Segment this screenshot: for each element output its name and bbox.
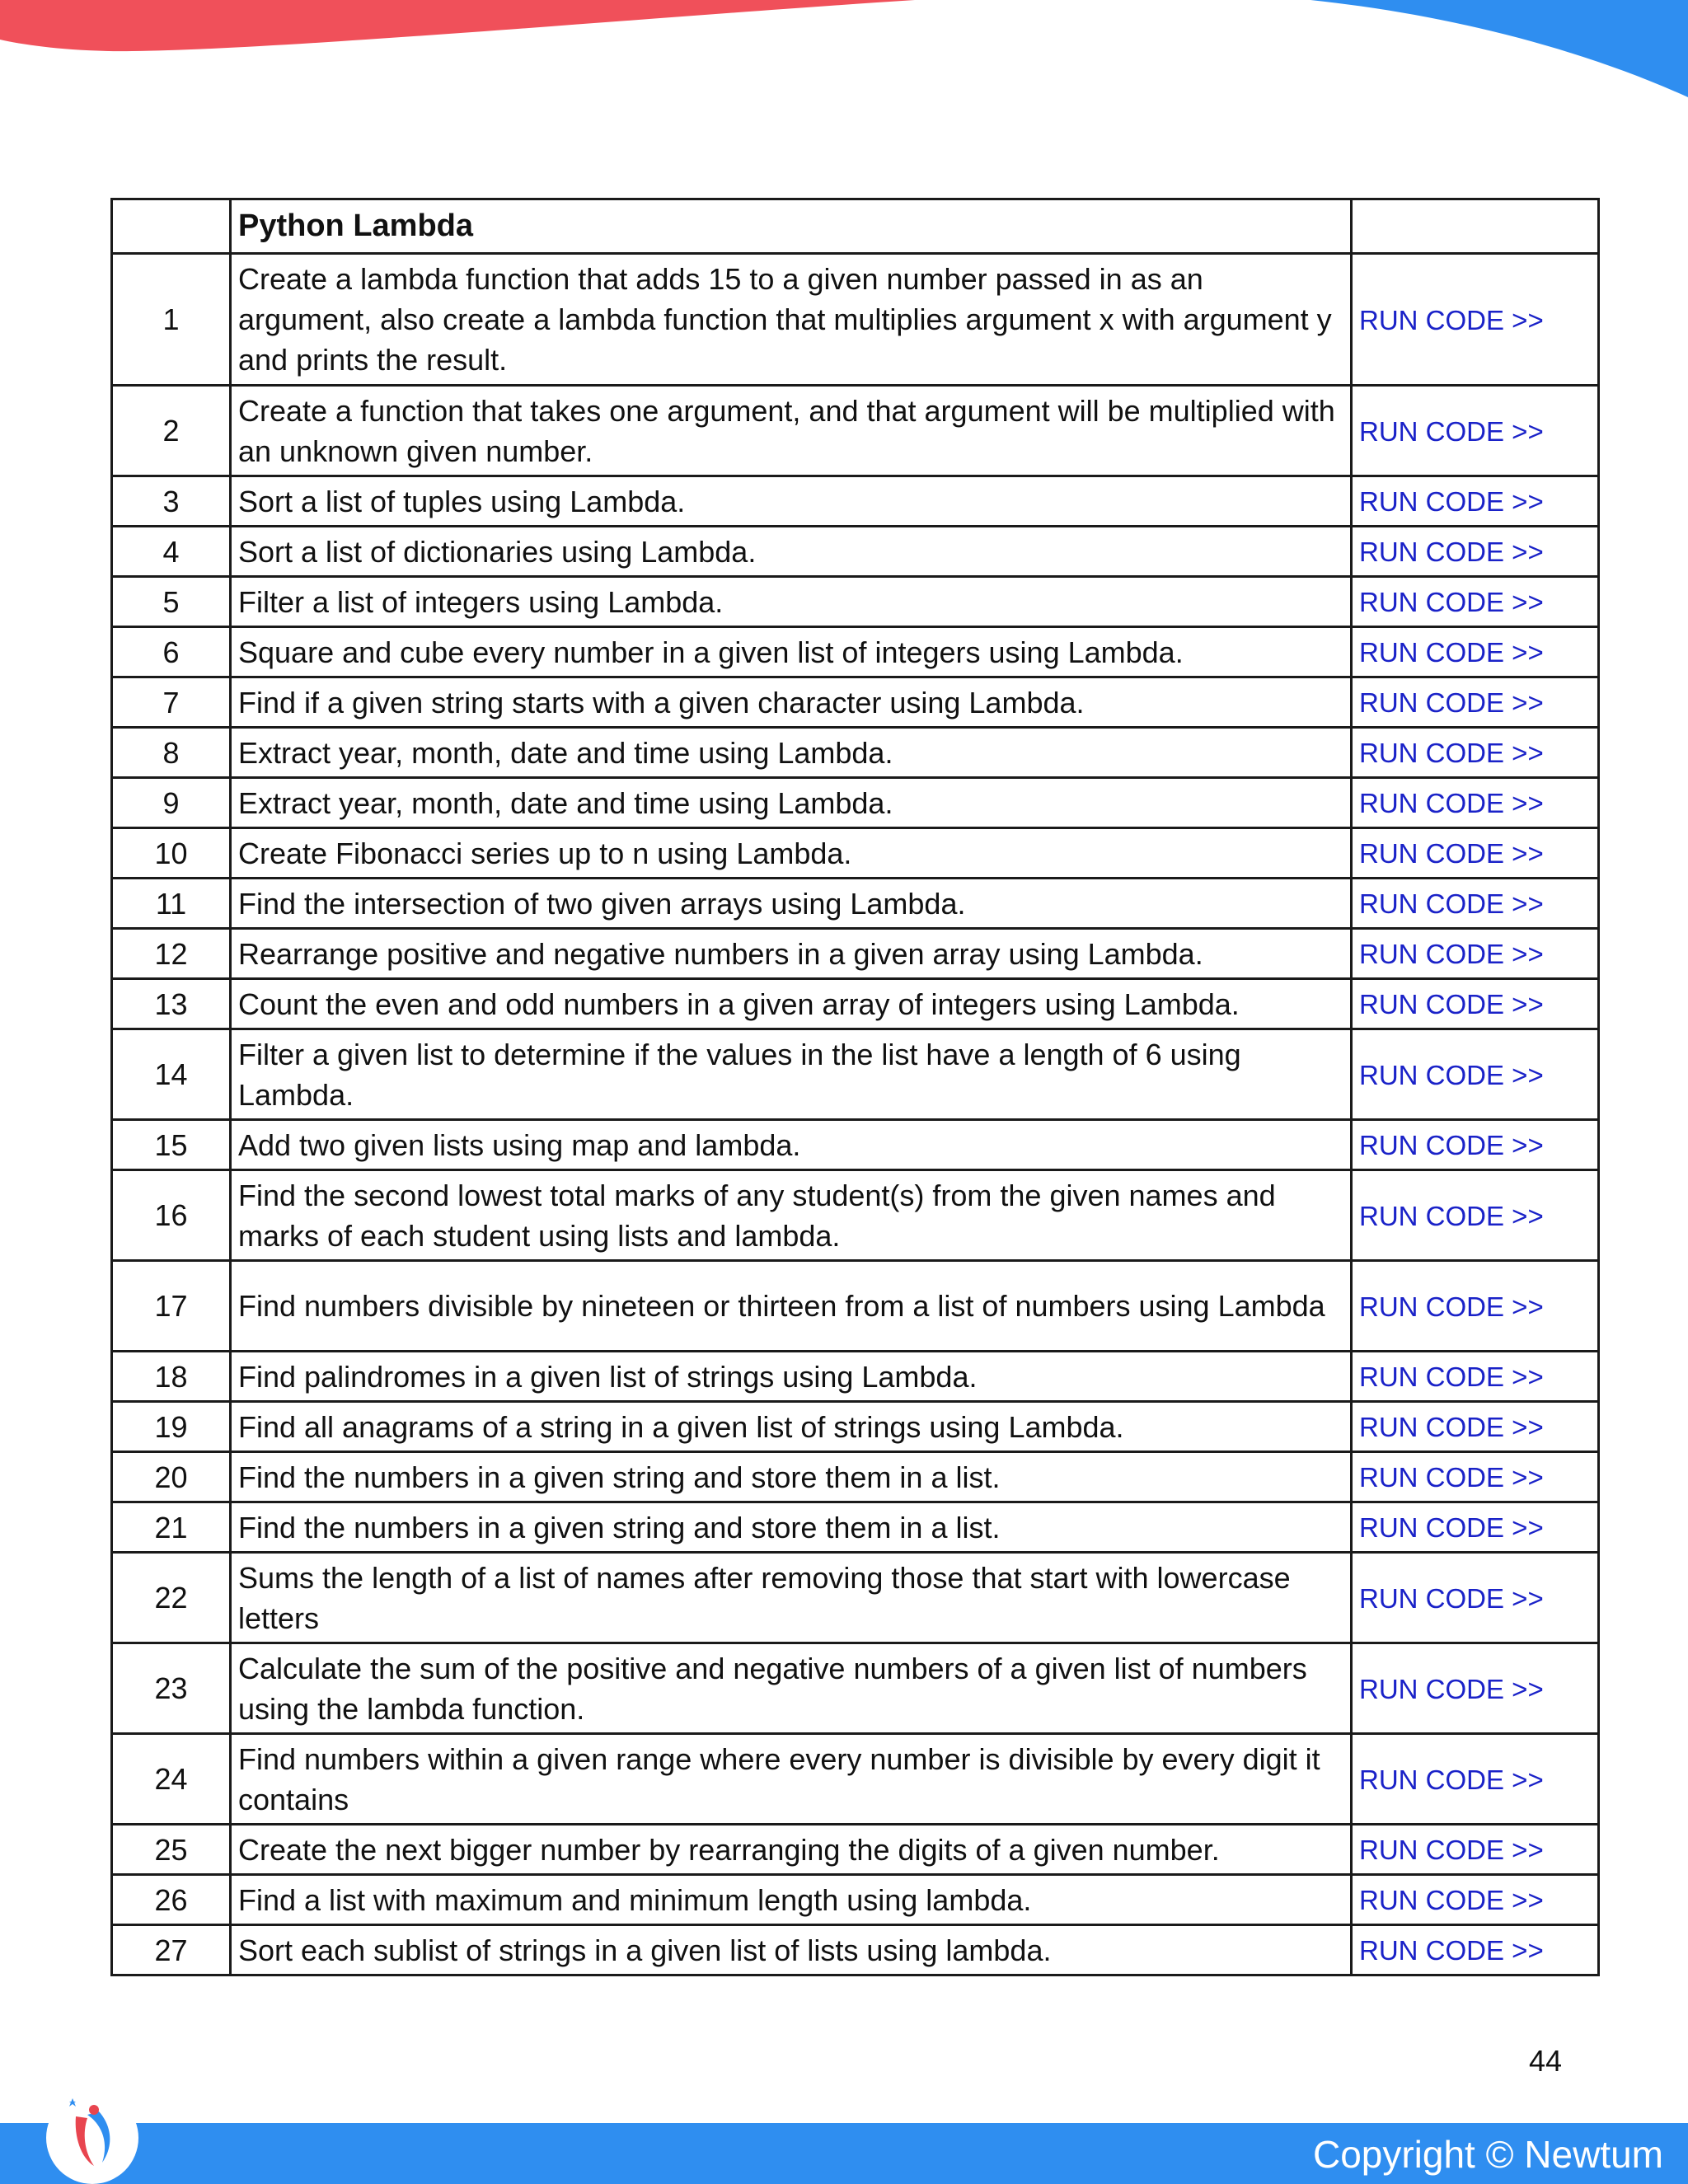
run-code-link[interactable]: RUN CODE >> <box>1359 415 1544 447</box>
run-code-link[interactable]: RUN CODE >> <box>1359 587 1544 617</box>
row-description: Create a lambda function that adds 15 to a given number passed in as an argument, also create a lambda function that multiplies argument x with argument y and prints the result. <box>231 254 1352 386</box>
run-code-cell <box>1352 879 1599 929</box>
table-row <box>112 1553 1599 1643</box>
run-code-link[interactable]: RUN CODE >> <box>1359 1673 1544 1704</box>
row-number: 5 <box>112 577 231 627</box>
row-description: Find if a given string starts with a given character using Lambda. <box>231 677 1352 728</box>
row-number: 19 <box>112 1402 231 1452</box>
row-number: 24 <box>112 1734 231 1825</box>
table-row <box>112 1643 1599 1734</box>
row-description: Extract year, month, date and time using Lambda. <box>231 728 1352 778</box>
run-code-cell <box>1352 728 1599 778</box>
run-code-cell <box>1352 527 1599 577</box>
row-description: Filter a given list to determine if the values in the list have a length of 6 using Lambda. <box>231 1029 1352 1120</box>
lambda-exercises-table <box>110 198 1597 1976</box>
copyright-text: Copyright © Newtum <box>1312 2133 1663 2176</box>
run-code-cell <box>1352 1452 1599 1502</box>
table-row <box>112 677 1599 728</box>
run-code-link[interactable]: RUN CODE >> <box>1359 1059 1544 1090</box>
table-row <box>112 1502 1599 1553</box>
run-code-link[interactable]: RUN CODE >> <box>1359 989 1544 1019</box>
run-code-link[interactable]: RUN CODE >> <box>1359 1412 1544 1442</box>
row-description: Find palindromes in a given list of strings using Lambda. <box>231 1352 1352 1402</box>
row-number: 3 <box>112 476 231 527</box>
row-description: Rearrange positive and negative numbers in a given array using Lambda. <box>231 929 1352 979</box>
run-code-cell <box>1352 1553 1599 1643</box>
run-code-link[interactable]: RUN CODE >> <box>1359 1462 1544 1493</box>
run-code-cell <box>1352 828 1599 879</box>
run-code-link[interactable]: RUN CODE >> <box>1359 1885 1544 1915</box>
row-number: 16 <box>112 1170 231 1261</box>
row-description: Add two given lists using map and lambda. <box>231 1120 1352 1170</box>
table-row <box>112 1452 1599 1502</box>
header-number-cell <box>112 199 231 254</box>
table-row <box>112 728 1599 778</box>
table-row <box>112 1261 1599 1352</box>
run-code-link[interactable]: RUN CODE >> <box>1359 939 1544 969</box>
run-code-cell <box>1352 677 1599 728</box>
table-row <box>112 1120 1599 1170</box>
run-code-cell <box>1352 577 1599 627</box>
row-number: 9 <box>112 778 231 828</box>
row-number: 20 <box>112 1452 231 1502</box>
table-row <box>112 1875 1599 1925</box>
row-description: Find the second lowest total marks of any student(s) from the given names and marks of each student using lists and lambda. <box>231 1170 1352 1261</box>
run-code-link[interactable]: RUN CODE >> <box>1359 304 1544 335</box>
header-link-cell <box>1352 199 1599 254</box>
row-description: Sort a list of dictionaries using Lambda. <box>231 527 1352 577</box>
run-code-link[interactable]: RUN CODE >> <box>1359 1200 1544 1231</box>
run-code-cell <box>1352 1875 1599 1925</box>
run-code-cell <box>1352 476 1599 527</box>
run-code-link[interactable]: RUN CODE >> <box>1359 788 1544 818</box>
row-description: Sums the length of a list of names after removing those that start with lowercase letters <box>231 1553 1352 1643</box>
row-description: Create the next bigger number by rearranging the digits of a given number. <box>231 1825 1352 1875</box>
row-description: Create Fibonacci series up to n using Lambda. <box>231 828 1352 879</box>
table-row <box>112 828 1599 879</box>
row-description: Extract year, month, date and time using Lambda. <box>231 778 1352 828</box>
row-number: 12 <box>112 929 231 979</box>
table-header-row <box>112 199 1599 254</box>
run-code-link[interactable]: RUN CODE >> <box>1359 738 1544 768</box>
row-number: 27 <box>112 1925 231 1975</box>
run-code-cell <box>1352 1120 1599 1170</box>
run-code-cell <box>1352 1925 1599 1975</box>
row-number: 25 <box>112 1825 231 1875</box>
table-row <box>112 778 1599 828</box>
row-number: 17 <box>112 1261 231 1352</box>
run-code-cell <box>1352 1502 1599 1553</box>
row-description: Sort a list of tuples using Lambda. <box>231 476 1352 527</box>
table-row <box>112 879 1599 929</box>
run-code-cell <box>1352 929 1599 979</box>
run-code-cell <box>1352 1825 1599 1875</box>
table-row <box>112 254 1599 386</box>
row-number: 8 <box>112 728 231 778</box>
row-description: Find all anagrams of a string in a given list of strings using Lambda. <box>231 1402 1352 1452</box>
run-code-link[interactable]: RUN CODE >> <box>1359 1935 1544 1966</box>
row-number: 14 <box>112 1029 231 1120</box>
row-description: Square and cube every number in a given list of integers using Lambda. <box>231 627 1352 677</box>
run-code-link[interactable]: RUN CODE >> <box>1359 1764 1544 1795</box>
run-code-link[interactable]: RUN CODE >> <box>1359 637 1544 668</box>
table-row <box>112 1170 1599 1261</box>
row-number: 23 <box>112 1643 231 1734</box>
table-row <box>112 577 1599 627</box>
run-code-link[interactable]: RUN CODE >> <box>1359 1512 1544 1543</box>
table-row <box>112 1029 1599 1120</box>
table-row <box>112 979 1599 1029</box>
run-code-cell <box>1352 386 1599 476</box>
run-code-cell <box>1352 1029 1599 1120</box>
run-code-link[interactable]: RUN CODE >> <box>1359 838 1544 869</box>
run-code-cell <box>1352 1170 1599 1261</box>
run-code-link[interactable]: RUN CODE >> <box>1359 687 1544 718</box>
run-code-link[interactable]: RUN CODE >> <box>1359 1130 1544 1160</box>
row-description: Find a list with maximum and minimum length using lambda. <box>231 1875 1352 1925</box>
run-code-cell <box>1352 1402 1599 1452</box>
row-number: 1 <box>112 254 231 386</box>
row-number: 7 <box>112 677 231 728</box>
row-description: Find numbers divisible by nineteen or thirteen from a list of numbers using Lambda <box>231 1261 1352 1352</box>
row-number: 21 <box>112 1502 231 1553</box>
run-code-link[interactable]: RUN CODE >> <box>1359 486 1544 517</box>
run-code-link[interactable]: RUN CODE >> <box>1359 1582 1544 1614</box>
row-number: 18 <box>112 1352 231 1402</box>
table-row <box>112 1925 1599 1975</box>
row-description: Find the numbers in a given string and store them in a list. <box>231 1452 1352 1502</box>
run-code-cell <box>1352 1261 1599 1352</box>
run-code-cell <box>1352 1352 1599 1402</box>
row-number: 2 <box>112 386 231 476</box>
row-description: Create a function that takes one argument, and that argument will be multiplied with an unknown given number. <box>231 386 1352 476</box>
run-code-cell <box>1352 254 1599 386</box>
run-code-link[interactable]: RUN CODE >> <box>1359 537 1544 567</box>
table-row <box>112 929 1599 979</box>
run-code-link[interactable]: RUN CODE >> <box>1359 1361 1544 1392</box>
row-description: Calculate the sum of the positive and negative numbers of a given list of numbers using the lambda function. <box>231 1643 1352 1734</box>
run-code-cell <box>1352 1734 1599 1825</box>
row-description: Count the even and odd numbers in a given array of integers using Lambda. <box>231 979 1352 1029</box>
newtum-logo-icon <box>45 2092 143 2184</box>
row-description: Sort each sublist of strings in a given list of lists using lambda. <box>231 1925 1352 1975</box>
row-number: 6 <box>112 627 231 677</box>
row-number: 11 <box>112 879 231 929</box>
run-code-cell <box>1352 778 1599 828</box>
run-code-cell <box>1352 979 1599 1029</box>
row-number: 10 <box>112 828 231 879</box>
row-number: 26 <box>112 1875 231 1925</box>
run-code-link[interactable]: RUN CODE >> <box>1359 1835 1544 1865</box>
row-description: Find the intersection of two given arrays using Lambda. <box>231 879 1352 929</box>
table-row <box>112 386 1599 476</box>
run-code-cell <box>1352 1643 1599 1734</box>
table-row <box>112 1734 1599 1825</box>
table-row <box>112 1352 1599 1402</box>
row-number: 13 <box>112 979 231 1029</box>
table-row <box>112 627 1599 677</box>
table-row <box>112 1402 1599 1452</box>
table-title: Python Lambda <box>231 199 1352 254</box>
run-code-link[interactable]: RUN CODE >> <box>1359 1291 1544 1322</box>
table-row <box>112 476 1599 527</box>
top-decoration <box>0 0 1688 115</box>
run-code-cell <box>1352 627 1599 677</box>
row-number: 22 <box>112 1553 231 1643</box>
run-code-link[interactable]: RUN CODE >> <box>1359 888 1544 919</box>
row-description: Find the numbers in a given string and store them in a list. <box>231 1502 1352 1553</box>
row-number: 15 <box>112 1120 231 1170</box>
row-number: 4 <box>112 527 231 577</box>
page-number: 44 <box>1529 2044 1563 2078</box>
row-description: Find numbers within a given range where every number is divisible by every digit it contains <box>231 1734 1352 1825</box>
table-row <box>112 1825 1599 1875</box>
table-row <box>112 527 1599 577</box>
row-description: Filter a list of integers using Lambda. <box>231 577 1352 627</box>
